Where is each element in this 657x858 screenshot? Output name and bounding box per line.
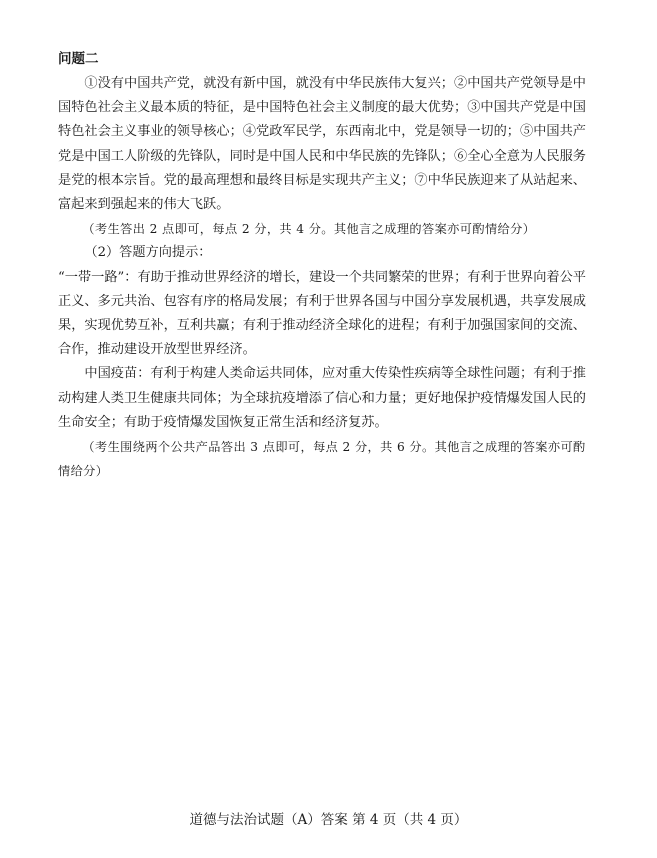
sub-question-2-label: （2）答题方向提示： [84, 245, 212, 261]
answer-paragraph-belt-road: “一带一路”：有助于推动世界经济的增长，建设一个共同繁荣的世界；有利于世界向着公平正义、多元共治、包容有序的格局发展；有利于世界各国与中国分享发展机遇，共享发展成果，实现优势互补，互利共赢；有利于推动经济全球化的进程；有利于加强国家间的交流、合作，推动建设开放型世界经济。 [58, 269, 586, 358]
answer-paragraph-vaccine: 中国疫苗：有利于构建人类命运共同体，应对重大传染性疾病等全球性问题；有利于推动构建人类卫生健康共同体；为全球抗疫增添了信心和力量；更好地保护疫情爆发国人民的生命安全；有助于疫情爆发国恢复正常生活和经济复苏。 [58, 366, 586, 430]
answer-content [58, 48, 586, 483]
section-title: 问题二 [58, 51, 99, 67]
scoring-note-2: （考生围绕两个公共产品答出 3 点即可，每点 2 分，共 6 分。其他言之成理的答案亦可酌情给分） [58, 440, 586, 479]
page-footer: 道德与法治试题（A）答案 第 4 页（共 4 页） [189, 812, 468, 828]
answer-paragraph-1: ①没有中国共产党，就没有新中国，就没有中华民族伟大复兴；②中国共产党领导是中国特色社会主义最本质的特征，是中国特色社会主义制度的最大优势；③中国共产党是中国特色社会主义事业的领导核心；④党政军民学，东西南北中，党是领导一切的；⑤中国共产党是中国工人阶级的先锋队，同时是中国人民和中华民族的先锋队；⑥全心全意为人民服务是党的根本宗旨。党的最高理想和最终目标是实现共产主义；⑦中华民族迎来了从站起来、富起来到强起来的伟大飞跃。 [58, 76, 586, 213]
scoring-note-1: （考生答出 2 点即可，每点 2 分，共 4 分。其他言之成理的答案亦可酌情给分） [82, 222, 536, 237]
